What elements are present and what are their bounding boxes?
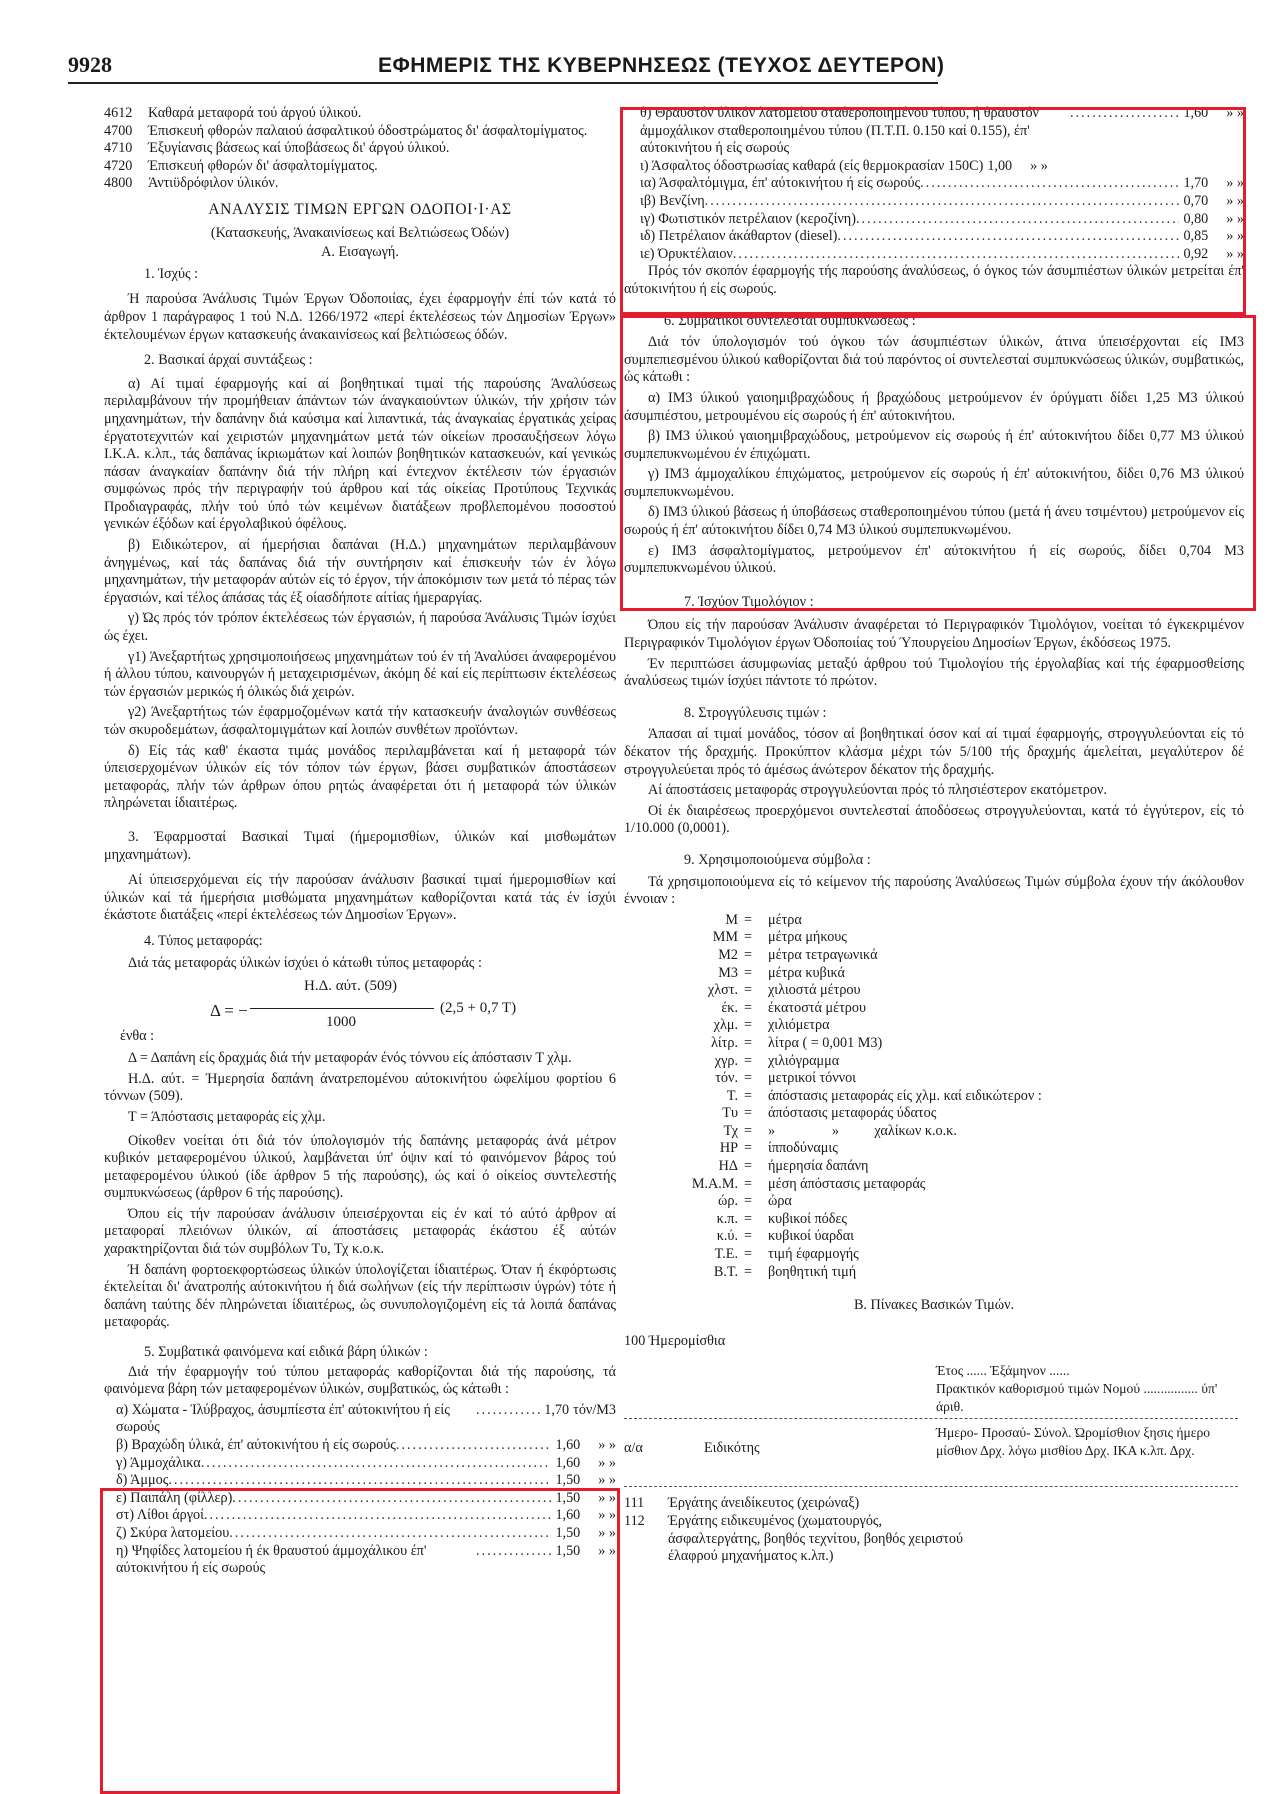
s7-title: 7. Ίσχύον Τιμολόγιον :	[684, 593, 814, 610]
symbol-abbr: Μ2	[718, 946, 738, 963]
list-item: θ) Θραυστόν ύλικόν λατομείου σταθεροποιημένου τύπου, ή θραυστόν άμμοχάλικον σταθεροποιημένου τύπου (Π.Τ.Π. 0.150 καί 0.155), έπ' αύτοκινήτου ή είς σωρούς ..... 1,60 » »	[640, 105, 1244, 158]
list-item: γ) Άμμοχάλικα ..... 1,60 » »	[116, 1455, 616, 1473]
symbol-meaning: χιλιοστά μέτρου	[768, 982, 861, 999]
symbol-equals: =	[744, 1175, 753, 1192]
symbol-abbr: χλστ.	[707, 982, 738, 999]
table-rule	[624, 1418, 1238, 1419]
symbol-equals: =	[744, 946, 753, 963]
symbol-meaning: βοηθητική τιμή	[768, 1263, 857, 1280]
symbol-meaning: » » χαλίκων κ.ο.κ.	[768, 1122, 957, 1139]
symbol-abbr: λίτρ.	[710, 1034, 738, 1051]
s6-para-d: δ) ΙΜ3 ύλικού βάσεως ή ύποβάσεως σταθεροποιημένου τύπου (μετά ή άνευ τσιμέντου) μετρούμενον είς σωρούς ή έπ' αύτοκινήτου δίδει 0,74 Μ3 ύλικού συμπεπυκνωμένου.	[624, 504, 1244, 539]
symbol-abbr: χγρ.	[714, 1052, 738, 1069]
symbol-meaning: μέτρα τετραγωνικά	[768, 946, 878, 963]
year-line: Έτος ...... Έξάμηνον ......	[936, 1363, 1070, 1379]
code-list	[104, 105, 616, 193]
wages-table-header	[624, 1350, 1244, 1462]
symbol-equals: =	[744, 1105, 753, 1122]
symbol-abbr: ώρ.	[718, 1193, 738, 1210]
list-item: ζ) Σκύρα λατομείου ..... 1,50 » »	[116, 1525, 616, 1543]
symbol-abbr: χλμ.	[713, 1017, 738, 1034]
formula-denominator: 1000	[326, 1014, 356, 1031]
right-column	[624, 105, 1244, 1566]
s6-para-b: β) ΙΜ3 ύλικού γαιοημιβραχώδους, μετρούμενον είς σωρούς ή έπ' αύτοκινήτου δίδει 0,77 Μ3 ύλικού συμπεπυκνωμένου έν έπιχώματι.	[624, 428, 1244, 462]
symbol-meaning: χιλιόμετρα	[768, 1017, 830, 1034]
part-a-heading: Α. Εισαγωγή.	[321, 244, 399, 261]
s6-para-e: ε) ΙΜ3 άσφαλτομίγματος, μετρούμενον έπ' αύτοκινήτου ή είς σωρούς, δίδει 0,704 Μ3 συμπεπυκνωμένου ύλικού.	[624, 542, 1244, 577]
formula-where: ένθα :	[120, 1028, 155, 1045]
symbol-meaning: μετρικοί τόννοι	[768, 1070, 856, 1087]
symbol-abbr: ΗΡ	[719, 1140, 738, 1157]
symbol-equals: =	[744, 1017, 753, 1034]
gazette-title: ΕΦΗΜΕΡΙΣ ΤΗΣ ΚΥΒΕΡΝΗΣΕΩΣ (ΤΕΥΧΟΣ ΔΕΥΤΕΡΟΝ)	[378, 54, 945, 77]
col-headers: Ήμερο- Προσαύ- Σύνολ. Ώρομίσθιον ξησις ήμερο μίσθιον Δρχ. λόγω μισθίου Δρχ. ΙΚΑ κ.λπ. Δρχ.	[936, 1425, 1211, 1458]
col-aa: α/α	[624, 1440, 643, 1457]
symbol-equals: =	[744, 1193, 753, 1210]
symbol-abbr: Μ3	[718, 964, 738, 981]
s4-p1: Οίκοθεν νοείται ότι διά τόν ύπολογισμόν τής δαπάνης μεταφοράς άνά μέτρον κυβικόν μεταφερομένου ύλικού, λαμβάνεται ύπ' όψιν καί τό φαινόμενον βάρος τού μεταφερομένου ύλικού (ίδε άρθρον 5 τής παρούσης), ώς καί ό οίκείος συντελεστής συμπυκνώσεως (άρθρον 6 τής παρούσης).	[104, 1132, 616, 1202]
symbol-meaning: ήμερησία δαπάνη	[768, 1158, 869, 1175]
list-item: α) Χώματα - Ίλύβραχος, άσυμπίεστα έπ' αύτοκινήτου ή είς σωρούς ..... 1,70 τόν/Μ3	[116, 1402, 616, 1437]
fraction-bar	[250, 1008, 434, 1009]
s6-para-c: γ) ΙΜ3 άμμοχαλίκου έπιχώματος, μετρούμενον είς σωρούς ή έπ' αύτοκινήτου, δίδει 0,76 Μ3 ύλικού συμπεπυκνωμένου.	[624, 466, 1244, 500]
symbol-equals: =	[744, 1263, 753, 1280]
code-item: 4720 Έπισκευή φθορών δι' άσφαλτομίγματος.	[104, 157, 378, 174]
page-header	[68, 50, 945, 86]
symbol-meaning: κυβικοί πόδες	[768, 1210, 848, 1227]
symbol-equals: =	[744, 982, 753, 999]
s7-p1: Όπου είς τήν παρούσαν Άνάλυσιν άναφέρεται τό Περιγραφικόν Τιμολόγιον, νοείται τό έγκεκριμένον Περιγραφικόν Τιμολόγιον έργων Όδοποιίας τού Ύπουργείου Δημοσίων Έργων, έκδόσεως 1975.	[624, 617, 1244, 652]
s5-note: Πρός τόν σκοπόν έφαρμογής τής παρούσης άναλύσεως, ό όγκος τών άσυμπιέστων ύλικών μετρείται έπ' αύτοκινήτου ή είς σωρούς.	[624, 263, 1244, 297]
list-item: β) Βραχώδη ύλικά, έπ' αύτοκινήτου ή είς σωρούς ..... 1,60 » »	[116, 1437, 616, 1455]
symbol-equals: =	[744, 999, 753, 1016]
formula-lhs: Δ = −	[210, 1001, 248, 1021]
s5-list	[116, 1402, 616, 1578]
symbol-equals: =	[744, 1140, 753, 1157]
symbol-equals: =	[744, 929, 753, 946]
table-row: 112 Έργάτης ειδικευμένος (χωματουργός, άσφαλτεργάτης, βοηθός τεχνίτου, βοηθός χειριστού έλαφρού μηχανήματος κ.λπ.)	[624, 1513, 963, 1565]
symbol-equals: =	[744, 1034, 753, 1051]
symbol-meaning: κυβικοί ύαρδαι	[768, 1228, 854, 1245]
symbol-abbr: Μ.Α.Μ.	[691, 1175, 738, 1192]
s2-para-c2: γ2) Άνεξαρτήτως τών έφαρμοζομένων κατά τήν κατασκευήν άναλογιών συνθέσεως τών σκυροδεμάτων, άσφαλτομιγμάτων καί λοιπών συνθέτων προϊόντων.	[104, 704, 616, 738]
symbol-equals: =	[744, 911, 753, 928]
s6-para-a: α) ΙΜ3 ύλικού γαιοημιβραχώδους ή βραχώδους μετρούμενον έν όρύγματι δίδει 1,25 Μ3 ύλικού άσυμπιέστου, μετρουμένου είς σωρούς ή έπ' αύτοκινήτου.	[624, 389, 1244, 424]
symbol-equals: =	[744, 1052, 753, 1069]
analysis-subtitle: (Κατασκευής, Άνακαινίσεως καί Βελτιώσεως Όδών)	[210, 224, 510, 241]
s4-p3: Ή δαπάνη φορτοεκφορτώσεως ύλικών ύπολογίζεται ίδιαιτέρως. Όταν ή έκφόρτωσις έκτελείται δι' άνατροπής αύτοκινήτου ή διά σωλήνων (είς τήν περίπτωσιν ύγρών) τότε ή δαπάνη ταύτης δέν πληρώνεται ίδιαιτέρως, ώς συνυπολογιζομένη είς τά λοιπά δαπάνας μεταφοράς.	[104, 1261, 616, 1331]
symbol-meaning: τιμή έφαρμογής	[768, 1246, 859, 1263]
symbol-abbr: τόν.	[715, 1070, 738, 1087]
symbol-meaning: ίπποδύναμις	[768, 1140, 838, 1157]
symbol-abbr: κ.π.	[716, 1210, 738, 1227]
symbol-abbr: Τ.	[726, 1087, 738, 1104]
s4-title: 4. Τύπος μεταφοράς:	[144, 932, 263, 949]
symbol-equals: =	[744, 1070, 753, 1087]
symbol-equals: =	[744, 1228, 753, 1245]
list-item: ε) Παιπάλη (φίλλερ) ..... 1,50 » »	[116, 1490, 616, 1508]
s5-title: 5. Συμβατικά φαινόμενα καί ειδικά βάρη ύλικών :	[144, 1344, 428, 1361]
symbol-equals: =	[744, 1210, 753, 1227]
symbol-abbr: Τχ	[723, 1122, 738, 1139]
list-item: η) Ψηφίδες λατομείου ή έκ θραυστού άμμοχάλικου έπ' αύτοκινήτου ή είς σωρούς ..... 1,50 » »	[116, 1543, 616, 1578]
symbol-abbr: ΗΔ	[718, 1158, 738, 1175]
symbol-meaning: χιλιόγραμμα	[768, 1052, 840, 1069]
practical-line: Πρακτικόν καθορισμού τιμών Νομού ................ ύπ' άριθ.	[936, 1381, 1218, 1414]
s2-title: 2. Βασικαί άρχαί συντάξεως :	[144, 352, 313, 369]
list-item: ι) Άσφαλτος όδοστρωσίας καθαρά (είς θερμοκρασίαν 150C) 1,00 » »	[640, 157, 1048, 174]
s3-title: 3. Έφαρμοσταί Βασικαί Τιμαί (ήμερομισθίων, ύλικών καί μισθωμάτων μηχανημάτων).	[104, 828, 616, 863]
s2-para-b: β) Ειδικώτερον, αί ήμερήσιαι δαπάναι (Η.Δ.) μηχανημάτων περιλαμβάνουν άνηγμένως, καί τάς δαπάνας διά τήν συντήρησιν καί έπισκευήν τών έν λόγω μηχανημάτων, τήν μεταφοράν αύτών είς τό έργον, τήν άποκόμισιν των μετά τό πέρας τών έργασιών, καί τέλος άπάσας τάς έξ οίασδήποτε αίτίας ήμεραργίας.	[104, 537, 616, 606]
s7-p2: Έν περιπτώσει άσυμφωνίας μεταξύ άρθρου τού Τιμολογίου τής έργολαβίας καί τής έφαρμοσθείσης άναλύσεως τιμών ίσχύει πάντοτε τό πρώτον.	[624, 655, 1244, 690]
formula-factor: (2,5 + 0,7 Τ)	[440, 1000, 517, 1017]
page-number: 9928	[68, 52, 112, 77]
s8-p3: Οί έκ διαιρέσεως προερχόμενοι συντελεσταί άποδόσεως στρογγυλεύονται, κατά τό έγγύτερον, είς τό 1/10.000 (0,0001).	[624, 802, 1244, 837]
code-item: 4700 Έπισκευή φθορών παλαιού άσφαλτικού όδοστρώματος δι' άσφαλτομίγματος.	[104, 122, 588, 139]
s5cont-list	[640, 105, 1244, 263]
symbol-equals: =	[744, 1122, 753, 1139]
symbol-equals: =	[744, 964, 753, 981]
symbol-abbr: ΜΜ	[712, 929, 738, 946]
s4-def3: Τ = Άπόστασις μεταφοράς είς χλμ.	[128, 1108, 326, 1125]
symbol-abbr: Τ.Ε.	[714, 1246, 738, 1263]
s4-def1: Δ = Δαπάνη είς δραχμάς διά τήν μεταφοράν ένός τόννου είς άπόστασιν Τ χλμ.	[128, 1050, 572, 1067]
s2-para-d: δ) Είς τάς καθ' έκαστα τιμάς μονάδος περιλαμβάνεται καί ή μεταφορά τών ύπεισερχομένων ύλικών είς τόν τόπον τών έργων, βάσει συμβατικών άποστάσεων μεταφοράς, πλήν τών άρθρων όπου ρητώς άναφέρεται ότι ή μεταφορά τών ύλικών πληρώνεται ίδιαιτέρως.	[104, 742, 616, 812]
s6-intro: Διά τόν ύπολογισμόν τού όγκου τών άσυμπιέστων ύλικών, άτινα ύπεισέρχονται είς ΙΜ3 συμπεπιεσμένου ύλικού καθορίζονται διά τού παρόντος οί συντελεσταί συμπυκνώσεως ύλικών, συμβατικώς, ώς κάτωθι :	[624, 334, 1244, 386]
symbol-abbr: Β.Τ.	[713, 1263, 738, 1280]
symbol-meaning: έκατοστά μέτρου	[768, 999, 867, 1016]
col-specialty: Ειδικότης	[704, 1440, 760, 1457]
s1-title: 1. Ίσχύς :	[144, 265, 199, 282]
symbol-abbr: έκ.	[721, 999, 738, 1016]
s5-intro: Διά τήν έφαρμογήν τού τύπου μεταφοράς καθορίζονται διά τής παρούσης, τά φαινόμενα βάρη τών μεταφερομένων ύλικών, συμβατικώς, ώς κάτωθι :	[104, 1363, 616, 1398]
code-item: 4800 Άντιϋδρόφιλον ύλικόν.	[104, 175, 279, 192]
s4-intro: Διά τάς μεταφοράς ύλικών ίσχύει ό κάτωθι τύπος μεταφοράς :	[128, 954, 482, 971]
symbol-meaning: άπόστασις μεταφοράς είς χλμ. καί ειδικώτερον :	[768, 1087, 1042, 1104]
tables-title: Β. Πίνακες Βασικών Τιμών.	[853, 1297, 1015, 1314]
symbol-abbr: κ.ύ.	[716, 1228, 738, 1245]
s2-para-a: α) Αί τιμαί έφαρμογής καί αί βοηθητικαί τιμαί τής παρούσης Άναλύσεως περιλαμβάνουν τήν προμήθειαν άπάντων τών άναγκαιούντων ύλικών, τήν χρήσιν τών μηχανημάτων, τήν δαπάνην διά καύσιμα καί λιπαντικά, τάς άναγκαίας έργατικάς χείρας έργατοτεχνιτών καί χειριστών μηχανημάτων μετά τών οίκείων προσαυξήσεων λόγω Ι.Κ.Α. κ.λπ., τάς δαπάνας ίκριωμάτων καί λοιπών βοηθητικών κατασκευών, καί γενικώς πάσαν άναγκαίαν δαπάνην διά τήν πλήρη καί έντεχνον έκτέλεσιν τών έργασιών συμφώνως πρός τήν περιγραφήν τού άρθρου καί τάς οίκείας Προτύπους Τεχνικάς Προδιαγραφάς, πλήν τού ύπό τών κειμένων διατάξεων προβλεπομένου ποσοστού γενικών έξόδων καί έργολαβικού όφέλους.	[104, 375, 616, 533]
symbol-equals: =	[744, 1246, 753, 1263]
formula-numerator: Η.Δ. αύτ. (509)	[304, 978, 398, 995]
analysis-title: ΑΝΑΛΥΣΙΣ ΤΙΜΩΝ ΕΡΓΩΝ ΟΔΟΠΟΙ·Ι·ΑΣ	[208, 200, 512, 218]
symbol-meaning: μέση άπόστασις μεταφοράς	[768, 1175, 926, 1192]
s2-para-c: γ) Ώς πρός τόν τρόπον έκτελέσεως τών έργασιών, ή παρούσα Άνάλυσις Τιμών ίσχύει ώς έχει.	[104, 610, 616, 645]
list-item: ιβ) Βενζίνη ..... 0,70 » »	[640, 193, 1244, 211]
wages-rows	[624, 1486, 1238, 1565]
s8-p2: Αί άποστάσεις μεταφοράς στρογγυλεύονται πρός τό πλησιέστερον εκατόμετρον.	[648, 782, 1107, 799]
wages-section: 100 Ήμερομίσθια	[624, 1332, 726, 1349]
s3-text: Αί ύπεισερχόμεναι είς τήν παρούσαν άνάλυσιν βασικαί τιμαί ήμερομισθίων καί ύλικών καί τά ήμερήσια μισθώματα μηχανημάτων καθορίζονται κατά τάς έν ίσχύι έκάστοτε διατάξεις «περί έκτελέσεως τών Δημοσίων Έργων».	[104, 872, 616, 924]
code-item: 4710 Έξυγίανσις βάσεως καί ύποβάσεως δι' άργού ύλικού.	[104, 140, 450, 157]
header-rule	[68, 82, 938, 84]
list-item: ιγ) Φωτιστικόν πετρέλαιον (κεροζίνη) ..... 0,80 » »	[640, 211, 1244, 229]
code-item: 4612 Καθαρά μεταφορά τού άργού ύλικού.	[104, 105, 362, 121]
s1-text: Ή παρούσα Άνάλυσις Τιμών Έργων Όδοποιίας, έχει έφαρμογήν έπί τών κατά τό άρθρον 1 παράγραφος 1 τού Ν.Δ. 1266/1972 «περί έκτελέσεως τών Δημοσίων Έργων» έκτελουμένων έργων κατασκευής άνακαινίσεως καί βελτιώσεως όδών.	[104, 291, 616, 343]
list-item: στ) Λίθοι άργοί ..... 1,60 » »	[116, 1507, 616, 1525]
transport-formula	[104, 976, 616, 1046]
s4-p2: Όπου είς τήν παρούσαν άνάλυσιν ύπεισέρχονται είς έν καί τό αύτό άρθρον αί μεταφοραί πλειόνων ύλικών, αί άποστάσεις μεταφοράς έκάστου έξ αύτών χαρακτηρίζονται διά τών συμβόλων Τυ, Τχ κ.ο.κ.	[104, 1205, 616, 1258]
s8-title: 8. Στρογγύλευσις τιμών :	[684, 704, 827, 721]
symbol-meaning: λίτρα ( = 0,001 Μ3)	[768, 1034, 883, 1051]
symbol-equals: =	[744, 1158, 753, 1175]
s2-para-c1: γ1) Άνεξαρτήτως χρησιμοποιήσεως μηχανημάτων τού έν τή Άναλύσει άναφερομένου ή άλλου τύπου, καινουργών ή μεταχειρισμένων, άκόμη δέ καί είς περίπτωσιν έκτελέσεως τών έργασιών μερικώς ή όλικώς διά χειρών.	[104, 648, 616, 700]
symbol-meaning: μέτρα μήκους	[768, 929, 847, 946]
s4-def2: Η.Δ. αύτ. = Ήμερησία δαπάνη άνατρεπομένου αύτοκινήτου ώφελίμου φορτίου 6 τόννων (509).	[104, 1070, 616, 1105]
s8-p1: Άπασαι αί τιμαί μονάδος, τόσον αί βοηθητικαί όσον καί αί τιμαί έφαρμογής, στρογγυλεύονται είς τό δέκατον τής δραχμής. Προκύπτον κλάσμα μέχρι τών 5/100 τής δραχμής άμελείται, μεγαλύτερον δέ στρογγυλεύεται πρός τό άμέσως άνώτερον δέκατον τής δραχμής.	[624, 726, 1244, 778]
list-item: ια) Άσφαλτόμιγμα, έπ' αύτοκινήτου ή είς σωρούς ..... 1,70 » »	[640, 175, 1244, 193]
symbol-abbr: Τυ	[722, 1105, 738, 1122]
s9-intro: Τά χρησιμοποιούμενα είς τό κείμενον τής παρούσης Άναλύσεως Τιμών σύμβολα έχουν τήν άκόλουθον έννοιαν :	[624, 873, 1244, 908]
s9-title: 9. Χρησιμοποιούμενα σύμβολα :	[684, 851, 871, 868]
symbol-meaning: ώρα	[768, 1193, 792, 1210]
s6-title: 6. Συμβατικοί συντελεσταί συμπυκνώσεως :	[664, 312, 916, 329]
left-column	[104, 105, 616, 1578]
list-item: δ) Άμμος ..... 1,50 » »	[116, 1472, 616, 1490]
list-item: ιε) Όρυκτέλαιον ..... 0,92 » »	[640, 246, 1244, 264]
symbol-meaning: άπόστασις μεταφοράς ύδατος	[768, 1105, 937, 1122]
list-item: ιδ) Πετρέλαιον άκάθαρτον (diesel) ..... 0,85 » »	[640, 228, 1244, 246]
symbol-meaning: μέτρα κυβικά	[768, 964, 845, 981]
symbols-list	[664, 912, 1244, 1281]
symbol-equals: =	[744, 1087, 753, 1104]
symbol-abbr: Μ	[725, 911, 738, 928]
table-row: 111 Έργάτης άνειδίκευτος (χειρώναξ)	[624, 1495, 860, 1512]
symbol-meaning: μέτρα	[768, 911, 802, 928]
